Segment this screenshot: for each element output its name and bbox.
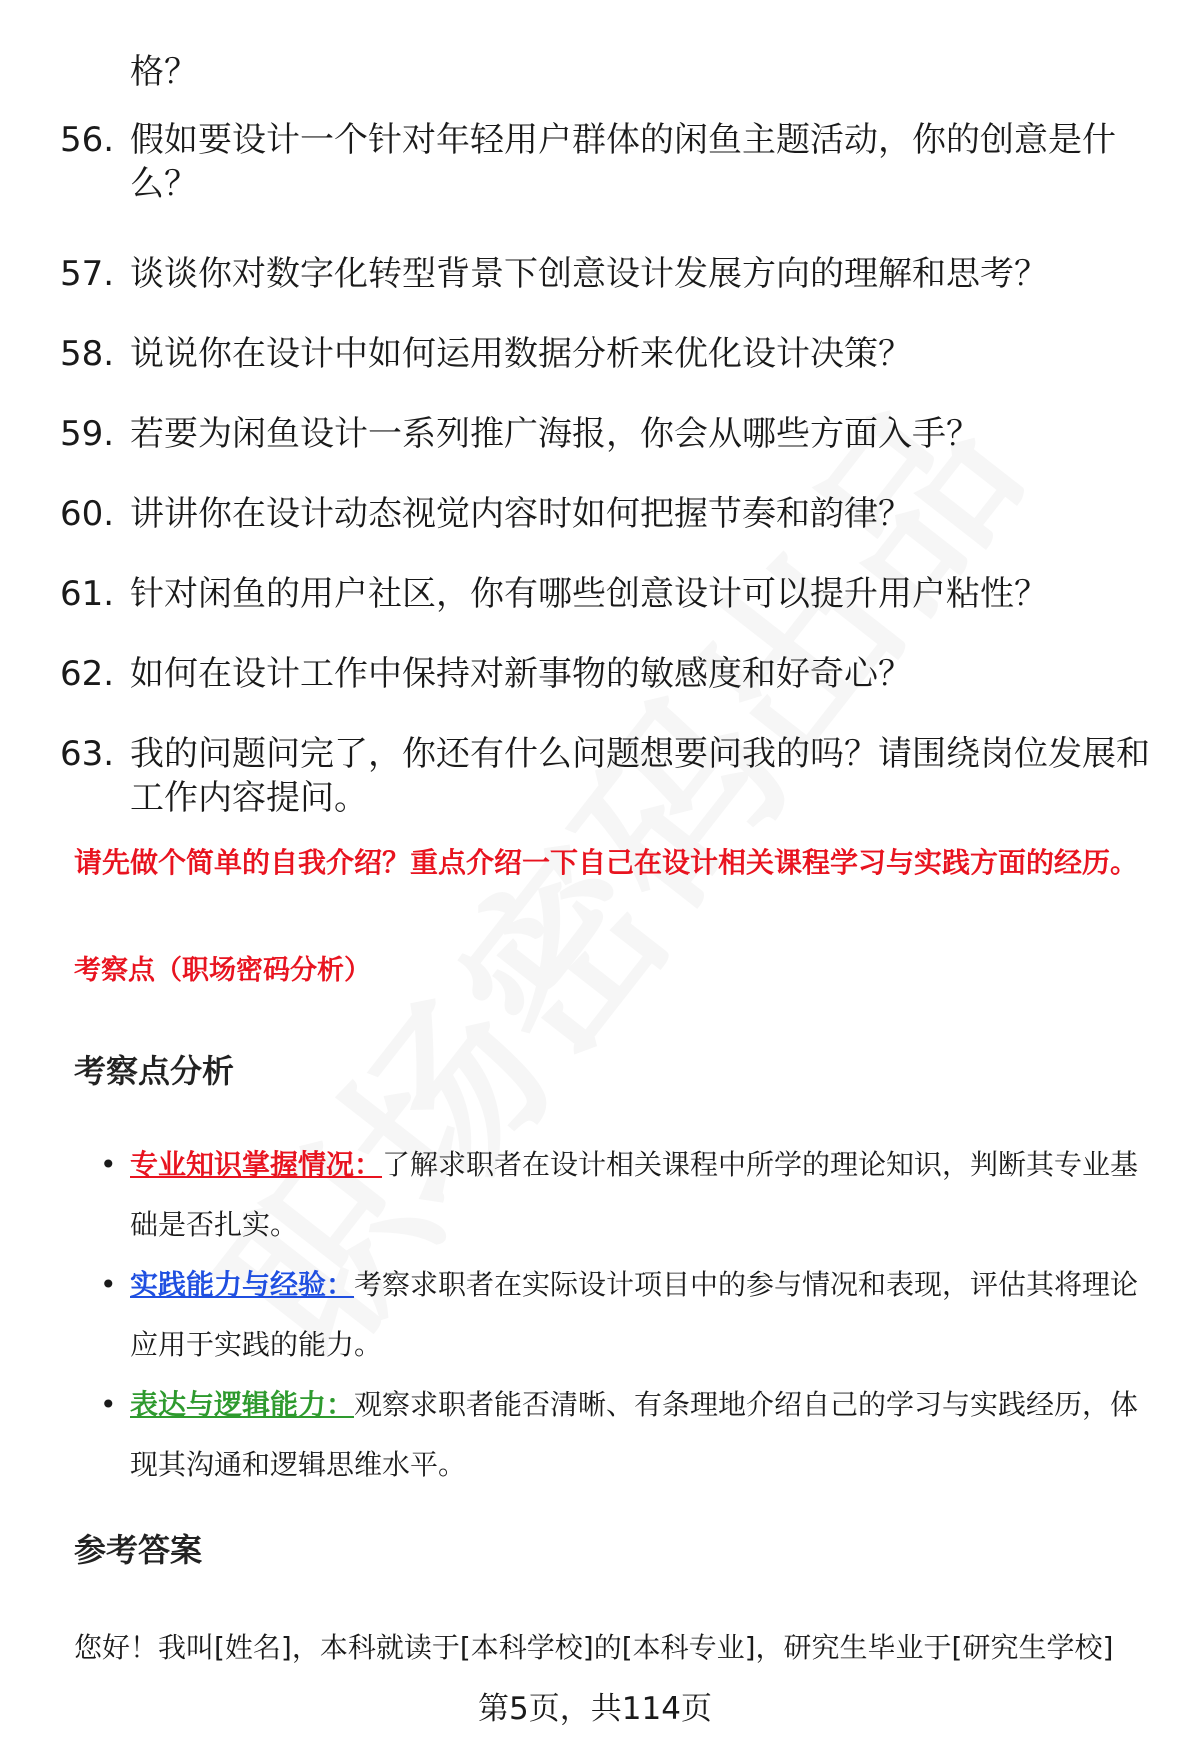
question-heading: 请先做个简单的自我介绍？重点介绍一下自己在设计相关课程学习与实践方面的经历。	[74, 846, 1139, 879]
question-text: 我的问题问完了，你还有什么问题想要问我的吗？请围绕岗位发展和工作内容提问。	[130, 734, 1150, 818]
continuation-text: 格？	[130, 52, 198, 92]
question-item	[60, 118, 1160, 206]
question-text: 谈谈你对数字化转型背景下创意设计发展方向的理解和思考？	[130, 254, 1048, 294]
bullet-dot-icon: •	[100, 1268, 117, 1301]
question-number: 60.	[60, 494, 115, 534]
question-text: 讲讲你在设计动态视觉内容时如何把握节奏和韵律？	[130, 494, 912, 534]
bullet-label: 实践能力与经验：	[130, 1268, 355, 1301]
question-number: 58.	[60, 334, 115, 374]
bullet-text: 了解求职者在设计相关课程中所学的理论知识，判断其专业基础是否扎实。	[130, 1148, 1139, 1241]
question-number: 59.	[60, 414, 115, 454]
bullet-dot-icon: •	[100, 1148, 117, 1181]
section-title-analysis: 考察点分析	[74, 1052, 235, 1090]
question-item	[60, 492, 1160, 536]
question-text: 如何在设计工作中保持对新事物的敏感度和好奇心？	[130, 654, 912, 694]
question-item	[60, 412, 1160, 456]
question-item	[60, 572, 1160, 616]
bullet-item	[100, 1255, 1160, 1375]
bullet-dot-icon: •	[100, 1388, 117, 1421]
question-item	[60, 252, 1160, 296]
question-text: 若要为闲鱼设计一系列推广海报，你会从哪些方面入手？	[130, 414, 980, 454]
bullet-label: 专业知识掌握情况：	[130, 1148, 383, 1181]
question-number: 57.	[60, 254, 115, 294]
question-number: 56.	[60, 120, 115, 160]
bullet-label: 表达与逻辑能力：	[130, 1388, 355, 1421]
bullet-text: 考察求职者在实际设计项目中的参与情况和表现，评估其将理论应用于实践的能力。	[130, 1268, 1139, 1361]
question-text: 针对闲鱼的用户社区，你有哪些创意设计可以提升用户粘性？	[130, 574, 1048, 614]
bullet-item	[100, 1135, 1160, 1255]
question-item	[60, 732, 1160, 820]
bullet-item	[100, 1375, 1160, 1495]
question-number: 63.	[60, 734, 115, 774]
question-number: 61.	[60, 574, 115, 614]
question-item	[60, 652, 1160, 696]
section-title-answer: 参考答案	[74, 1531, 203, 1569]
question-text: 说说你在设计中如何运用数据分析来优化设计决策？	[130, 334, 912, 374]
question-text: 假如要设计一个针对年轻用户群体的闲鱼主题活动，你的创意是什么？	[130, 120, 1116, 204]
question-number: 62.	[60, 654, 115, 694]
question-item	[60, 332, 1160, 376]
page-footer: 第5页，共114页	[478, 1691, 712, 1727]
answer-paragraph: 您好！我叫[姓名]，本科就读于[本科学校]的[本科专业]，研究生毕业于[研究生学校]	[74, 1631, 1114, 1664]
analysis-subheading: 考察点（职场密码分析）	[74, 955, 371, 986]
bullet-text: 观察求职者能否清晰、有条理地介绍自己的学习与实践经历，体现其沟通和逻辑思维水平。	[130, 1388, 1139, 1481]
